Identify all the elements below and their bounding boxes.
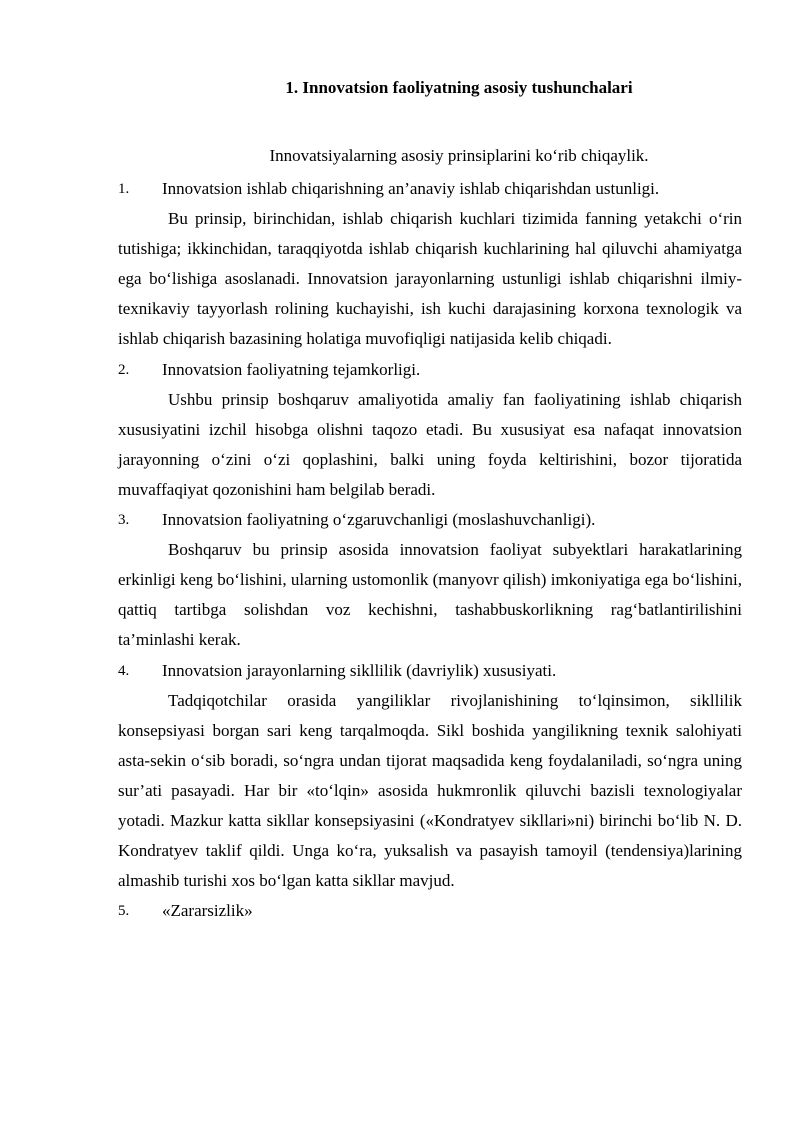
- section-heading-2: [118, 355, 742, 385]
- section-heading-text: «Zararsizlik»: [162, 901, 253, 921]
- section-heading-text: Innovatsion jarayonlarning sikllilik (davriylik) xususiyati.: [162, 660, 557, 680]
- intro-text: Innovatsiyalarning asosiy prinsiplarini ko‘rib chiqaylik.: [269, 146, 649, 165]
- section-number: 4.: [118, 662, 130, 679]
- section-heading-1: [118, 174, 742, 204]
- section-paragraph-4: Tadqiqotchilar orasida yangiliklar rivojlanishining to‘lqinsimon, sikllilik konsepsiyasi borgan sari keng tarqalmoqda. Sikl boshida yangilikning texnik salohiyati asta-sekin o‘sib boradi, so‘ngra undan tijorat maqsadida keng foydalaniladi, so‘ngra uning sur’ati pasayadi. Har bir «to‘lqin» asosida hukmronlik qiluvchi bazisli texnologiyalar yotadi. Mazkur katta sikllar konsepsiyasini («Kondratyev sikllari»ni) birinchi bo‘lib N. D. Kondratyev taklif qildi. Unga ko‘ra, yuksalish va pasayish tamoyil (tendensiya)larining almashib turishi xos bo‘lgan katta sikllar mavjud.: [118, 690, 742, 891]
- section-heading-3: [118, 505, 742, 535]
- section-heading-text: Innovatsion faoliyatning o‘zgaruvchanligi (moslashuvchanligi).: [162, 510, 596, 530]
- section-paragraph-2: Ushbu prinsip boshqaruv amaliyotida amaliy fan faoliyatining ishlab chiqarish xususiyatini izchil hisobga olishni taqozo etadi. Bu xususiyat esa nafaqat innovatsion jarayonning o‘zini o‘zi qoplashini, balki uning foyda keltirishini, bozor tijoratida muvaffaqiyat qozonishini ham belgilab beradi.: [118, 389, 742, 499]
- section-number: 3.: [118, 512, 130, 529]
- section-heading-text: Innovatsion ishlab chiqarishning an’anaviy ishlab chiqarishdan ustunligi.: [162, 179, 660, 198]
- section-paragraph-3: Boshqaruv bu prinsip asosida innovatsion faoliyat subyektlari harakatlarining erkinligi keng bo‘lishini, ularning ustomonlik (manyovr qilish) imkoniyatiga ega bo‘lishini, qattiq tartibga solishdan voz kechishni, tashabbuskorlikning rag‘batlantirilishini ta’minlashi kerak.: [118, 540, 742, 650]
- section-heading-4: [118, 656, 742, 686]
- section-heading-5: [118, 896, 742, 926]
- section-number: 2.: [118, 361, 130, 378]
- section-heading-text: Innovatsion faoliyatning tejamkorligi.: [162, 359, 421, 379]
- document-title: 1. Innovatsion faoliyatning asosiy tushunchalari: [285, 78, 633, 97]
- section-paragraph-1: Bu prinsip, birinchidan, ishlab chiqarish kuchlari tizimida fanning yetakchi o‘rin tutishiga; ikkinchidan, taraqqiyotda ishlab chiqarish kuchlarining hal qiluvchi ahamiyatga ega bo‘lishiga asoslanadi. Innovatsion jarayonlarning ustunligi ishlab chiqarishni ilmiy-texnikaviy tayyorlash rolining kuchayishi, ish kuchi darajasining korxona texnologik va ishlab chiqarish bazasining holatiga muvofiqligi natijasida kelib chiqadi.: [118, 209, 742, 349]
- section-number: 5.: [118, 903, 130, 920]
- document-body: [118, 174, 742, 926]
- section-number: 1.: [118, 181, 130, 197]
